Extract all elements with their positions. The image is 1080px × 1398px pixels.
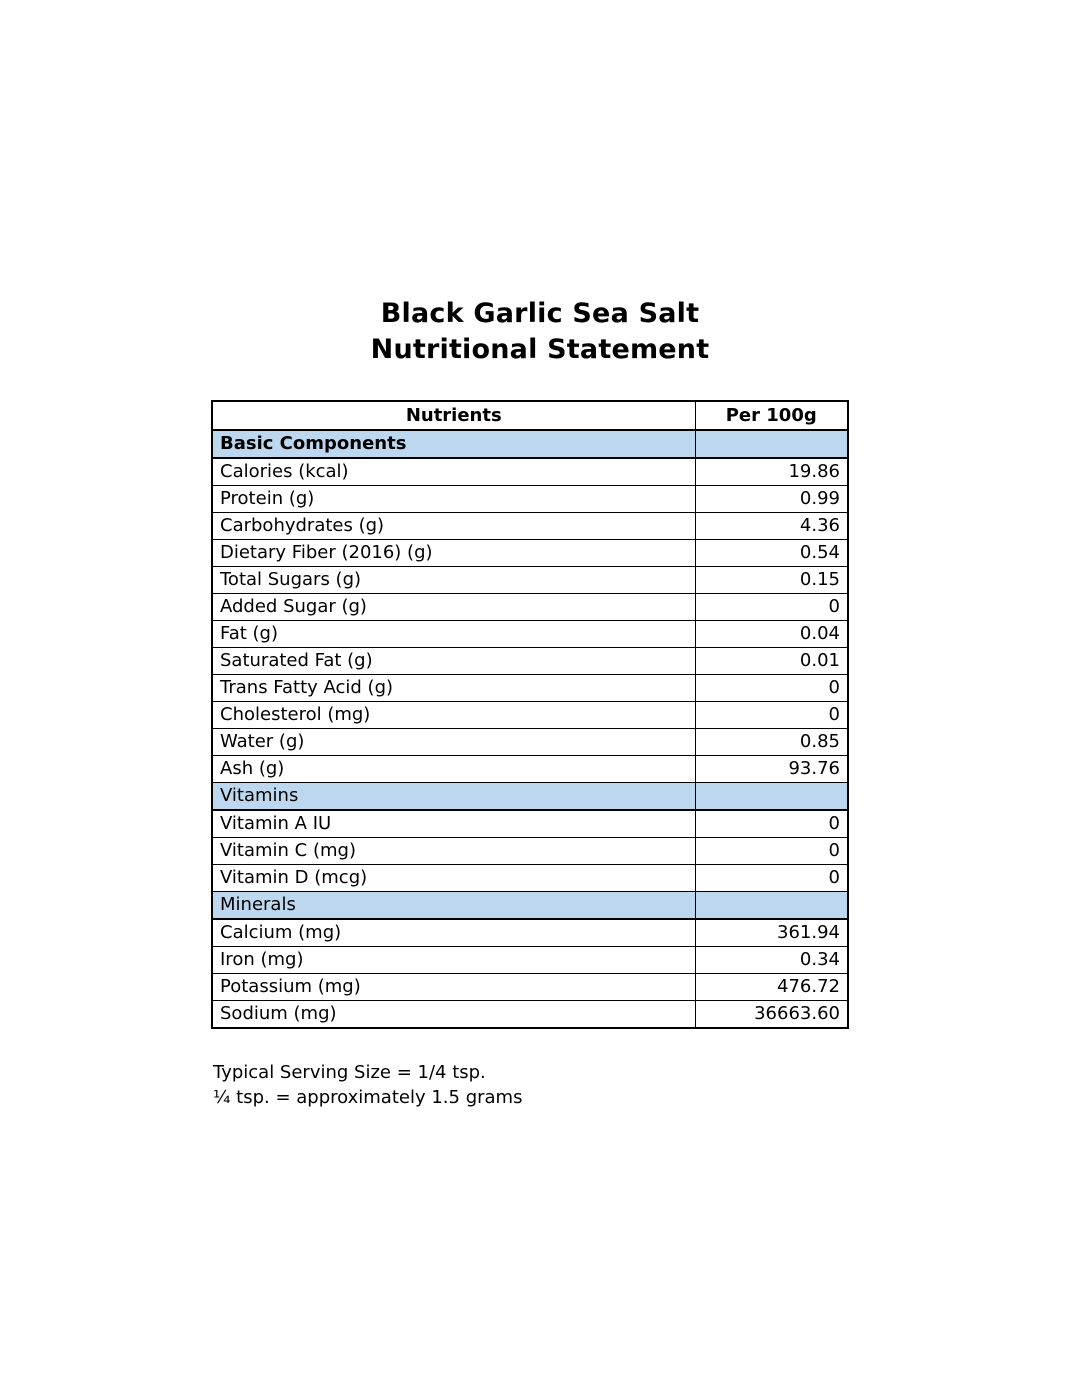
nutrient-label: Potassium (mg) xyxy=(212,974,695,1001)
nutrient-value: 0 xyxy=(695,810,848,838)
nutrient-label: Calcium (mg) xyxy=(212,919,695,947)
nutrient-label: Vitamin A IU xyxy=(212,810,695,838)
nutrient-row xyxy=(212,974,848,1001)
nutrient-value: 0 xyxy=(695,594,848,621)
serving-size-line: Typical Serving Size = 1/4 tsp. xyxy=(213,1062,486,1083)
nutrition-table xyxy=(211,400,849,1029)
nutrient-row xyxy=(212,567,848,594)
nutrient-label: Added Sugar (g) xyxy=(212,594,695,621)
title-line-statement: Nutritional Statement xyxy=(370,334,710,365)
nutrient-value: 0 xyxy=(695,865,848,892)
nutrient-value: 0.01 xyxy=(695,648,848,675)
nutrient-value: 36663.60 xyxy=(695,1001,848,1029)
title-line-product-name: Black Garlic Sea Salt xyxy=(380,298,700,329)
document-title xyxy=(0,296,1080,368)
nutrient-label: Vitamin C (mg) xyxy=(212,838,695,865)
nutrient-label: Ash (g) xyxy=(212,756,695,783)
nutrient-row xyxy=(212,648,848,675)
nutrient-row xyxy=(212,838,848,865)
table-header-row xyxy=(212,401,848,430)
nutrient-label: Fat (g) xyxy=(212,621,695,648)
nutrient-row xyxy=(212,675,848,702)
nutrient-label: Carbohydrates (g) xyxy=(212,513,695,540)
nutrient-value: 0.04 xyxy=(695,621,848,648)
nutrient-value: 0 xyxy=(695,838,848,865)
nutrient-label: Sodium (mg) xyxy=(212,1001,695,1029)
nutrient-row xyxy=(212,865,848,892)
nutrient-row xyxy=(212,513,848,540)
section-empty-cell xyxy=(695,430,848,458)
nutrient-row xyxy=(212,756,848,783)
nutrient-value: 0.54 xyxy=(695,540,848,567)
nutrient-value: 476.72 xyxy=(695,974,848,1001)
nutrient-label: Protein (g) xyxy=(212,486,695,513)
nutrient-value: 0 xyxy=(695,702,848,729)
nutrient-label: Saturated Fat (g) xyxy=(212,648,695,675)
nutrient-value: 0.15 xyxy=(695,567,848,594)
nutrient-label: Dietary Fiber (2016) (g) xyxy=(212,540,695,567)
nutrient-row xyxy=(212,729,848,756)
nutrient-label: Water (g) xyxy=(212,729,695,756)
nutrient-value: 0.85 xyxy=(695,729,848,756)
nutrient-label: Vitamin D (mcg) xyxy=(212,865,695,892)
nutrient-label: Calories (kcal) xyxy=(212,458,695,486)
nutrient-row xyxy=(212,947,848,974)
column-header-per-100g: Per 100g xyxy=(695,401,848,430)
nutrient-value: 0.99 xyxy=(695,486,848,513)
nutrient-label: Iron (mg) xyxy=(212,947,695,974)
column-header-nutrients: Nutrients xyxy=(212,401,695,430)
nutrient-value: 19.86 xyxy=(695,458,848,486)
section-row xyxy=(212,892,848,920)
section-empty-cell xyxy=(695,892,848,920)
section-empty-cell xyxy=(695,783,848,811)
section-row xyxy=(212,783,848,811)
section-row xyxy=(212,430,848,458)
nutrient-label: Cholesterol (mg) xyxy=(212,702,695,729)
nutrient-row xyxy=(212,702,848,729)
nutrient-row xyxy=(212,458,848,486)
nutrient-row xyxy=(212,810,848,838)
serving-size-notes xyxy=(213,1060,522,1110)
nutrient-label: Total Sugars (g) xyxy=(212,567,695,594)
section-label: Minerals xyxy=(212,892,695,920)
section-label: Basic Components xyxy=(212,430,695,458)
nutrient-row xyxy=(212,486,848,513)
nutrient-label: Trans Fatty Acid (g) xyxy=(212,675,695,702)
nutrient-value: 0.34 xyxy=(695,947,848,974)
nutrient-value: 0 xyxy=(695,675,848,702)
section-label: Vitamins xyxy=(212,783,695,811)
nutrient-row xyxy=(212,919,848,947)
nutrient-row xyxy=(212,621,848,648)
serving-size-grams-line: ¼ tsp. = approximately 1.5 grams xyxy=(213,1087,523,1108)
nutrient-row xyxy=(212,540,848,567)
nutrient-value: 4.36 xyxy=(695,513,848,540)
nutrient-row xyxy=(212,594,848,621)
nutrient-value: 93.76 xyxy=(695,756,848,783)
nutrient-row xyxy=(212,1001,848,1029)
nutrient-value: 361.94 xyxy=(695,919,848,947)
